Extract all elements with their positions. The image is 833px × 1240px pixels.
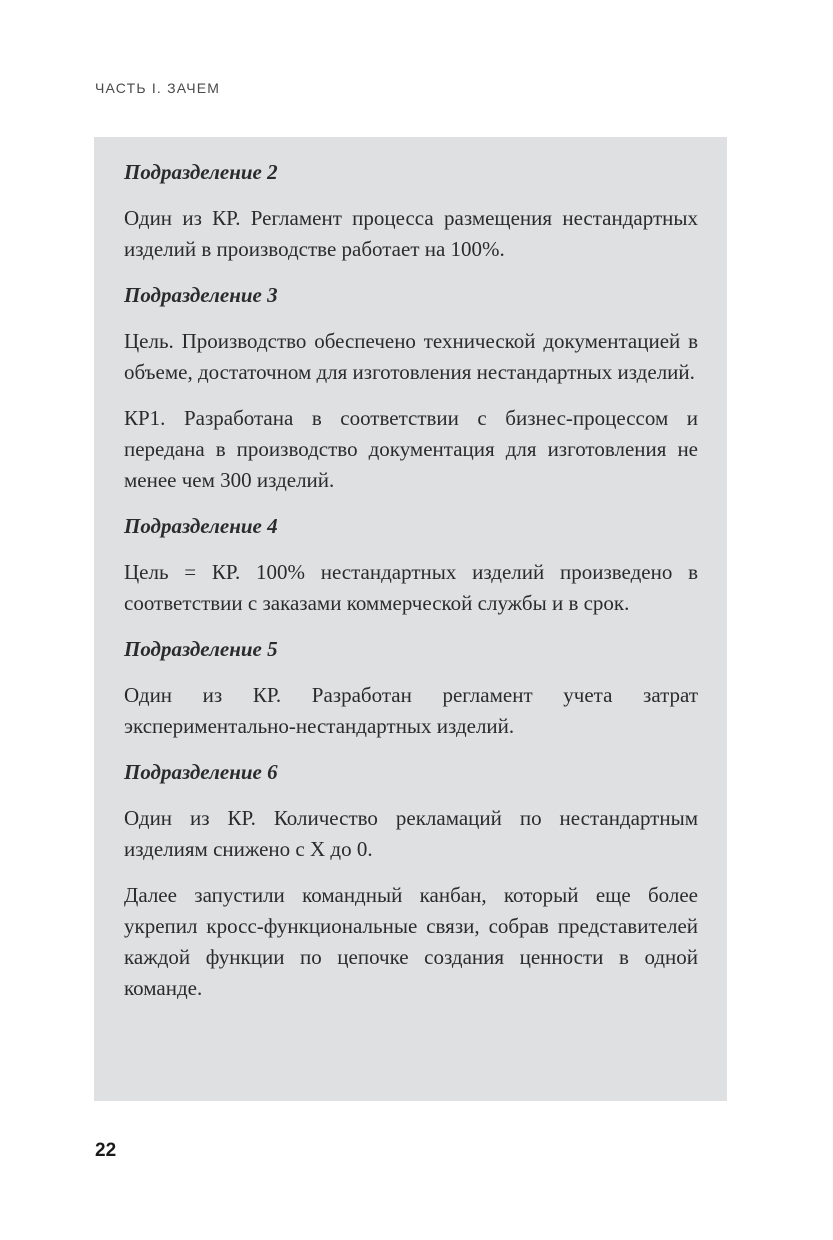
section-heading: Подразделение 6	[124, 760, 278, 784]
section-heading: Подразделение 5	[124, 637, 278, 661]
section-paragraph: Один из КР. Разработан регламент учета затрат экспериментально-нестандартных изделий.	[124, 683, 698, 738]
section-heading: Подразделение 2	[124, 160, 278, 184]
running-head: ЧАСТЬ I. ЗАЧЕМ	[95, 80, 221, 96]
section-paragraph: Цель. Производство обеспечено технической документацией в объеме, достаточном для изготовления нестандартных изделий.	[124, 329, 698, 384]
section-heading: Подразделение 3	[124, 283, 278, 307]
page-number: 22	[95, 1140, 117, 1161]
closing-paragraph: Далее запустили командный канбан, который еще более укрепил кросс-функциональные связи, собрав представителей каждой функции по цепочке создания ценности в одной команде.	[124, 883, 698, 1000]
highlight-box	[94, 137, 727, 1101]
section-heading: Подразделение 4	[124, 514, 278, 538]
section-paragraph: КР1. Разработана в соответствии с бизнес-процессом и передана в производство документация для изготовления не менее чем 300 изделий.	[124, 406, 698, 492]
section-paragraph: Один из КР. Регламент процесса размещения нестандартных изделий в производстве работает на 100%.	[124, 206, 698, 261]
section-paragraph: Цель = КР. 100% нестандартных изделий произведено в соответствии с заказами коммерческой службы и в срок.	[124, 560, 698, 615]
section-paragraph: Один из КР. Количество рекламаций по нестандартным изделиям снижено с Х до 0.	[124, 806, 698, 861]
